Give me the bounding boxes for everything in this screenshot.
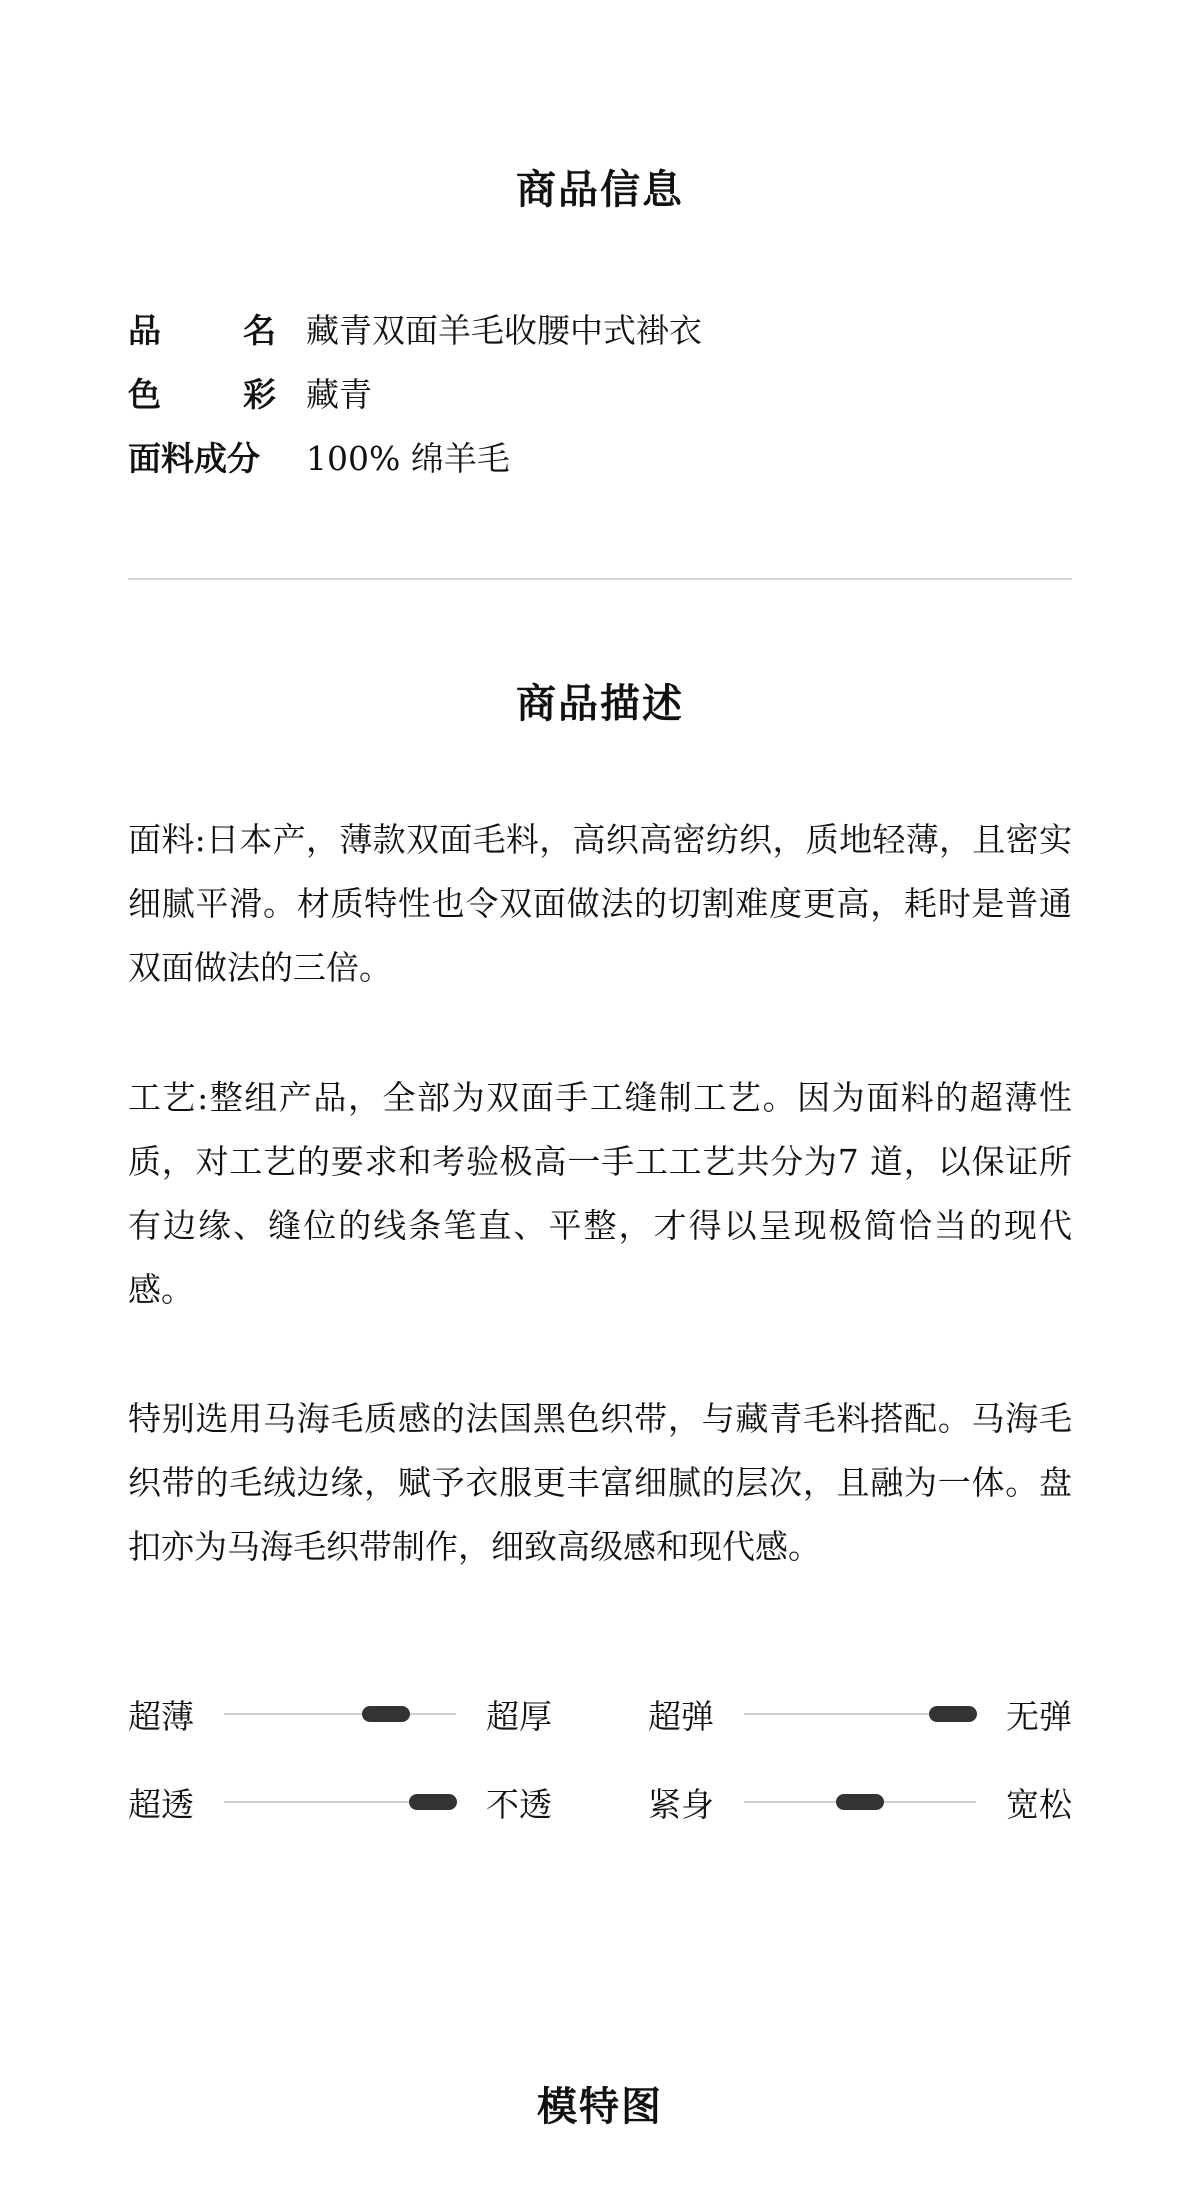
elasticity-scale <box>648 1688 1072 1740</box>
info-label-color-char2: 彩 <box>243 374 276 414</box>
fit-scale-track <box>744 1801 976 1803</box>
thickness-scale-max-label: 超厚 <box>486 1696 552 1736</box>
elasticity-scale-track <box>744 1713 976 1715</box>
info-label-name-char1: 品 <box>128 310 161 350</box>
fit-scale-min-label: 紧身 <box>648 1784 714 1824</box>
transparency-scale <box>128 1776 552 1828</box>
description-paragraph-trim: 特别选用马海毛质感的法国黑色织带，与藏青毛料搭配。马海毛织带的毛绒边缘，赋予衣服更丰富细腻的层次，且融为一体。盘扣亦为马海毛织带制作，细致高级感和现代感。 <box>128 1399 1072 1566</box>
info-value-name: 藏青双面羊毛收腰中式褂衣 <box>306 310 702 350</box>
info-row-fabric <box>128 424 1072 488</box>
product-description-title: 商品描述 <box>516 680 684 727</box>
attribute-scales <box>128 1688 1072 1864</box>
fit-scale-max-label: 宽松 <box>1006 1784 1072 1824</box>
fit-scale-indicator <box>836 1794 884 1810</box>
elasticity-scale-min-label: 超弹 <box>648 1696 714 1736</box>
transparency-scale-indicator <box>409 1794 457 1810</box>
product-info-list <box>128 296 1072 488</box>
scale-row-1 <box>128 1688 1072 1776</box>
thickness-scale-track <box>224 1713 456 1715</box>
transparency-scale-max-label: 不透 <box>486 1784 552 1824</box>
transparency-scale-track <box>224 1801 456 1803</box>
info-row-name <box>128 296 1072 360</box>
transparency-scale-min-label: 超透 <box>128 1784 194 1824</box>
description-paragraph-fabric: 面料:日本产，薄款双面毛料，高织高密纺织，质地轻薄，且密实细腻平滑。材质特性也令双面做法的切割难度更高，耗时是普通双面做法的三倍。 <box>128 820 1072 987</box>
info-label-color <box>128 369 276 416</box>
info-label-name-char2: 名 <box>243 310 276 350</box>
fit-scale <box>648 1776 1072 1828</box>
info-label-name <box>128 305 276 352</box>
description-paragraph-craft: 工艺:整组产品，全部为双面手工缝制工艺。因为面料的超薄性质，对工艺的要求和考验极高一手工工艺共分为7 道，以保证所有边缘、缝位的线条笔直、平整，才得以呈现极简恰当的现代感。 <box>128 1078 1072 1309</box>
info-row-color <box>128 360 1072 424</box>
scale-row-2 <box>128 1776 1072 1864</box>
elasticity-scale-indicator <box>929 1706 977 1722</box>
info-value-fabric: 100% 绵羊毛 <box>306 438 510 478</box>
thickness-scale <box>128 1688 552 1740</box>
model-photos-title: 模特图 <box>537 2083 663 2130</box>
product-info-title: 商品信息 <box>516 166 684 213</box>
thickness-scale-min-label: 超薄 <box>128 1696 194 1736</box>
info-label-fabric: 面料成分 <box>128 438 260 478</box>
info-value-color: 藏青 <box>306 374 372 414</box>
section-divider <box>128 578 1072 580</box>
thickness-scale-indicator <box>362 1706 410 1722</box>
elasticity-scale-max-label: 无弹 <box>1006 1696 1072 1736</box>
info-label-color-char1: 色 <box>128 374 161 414</box>
